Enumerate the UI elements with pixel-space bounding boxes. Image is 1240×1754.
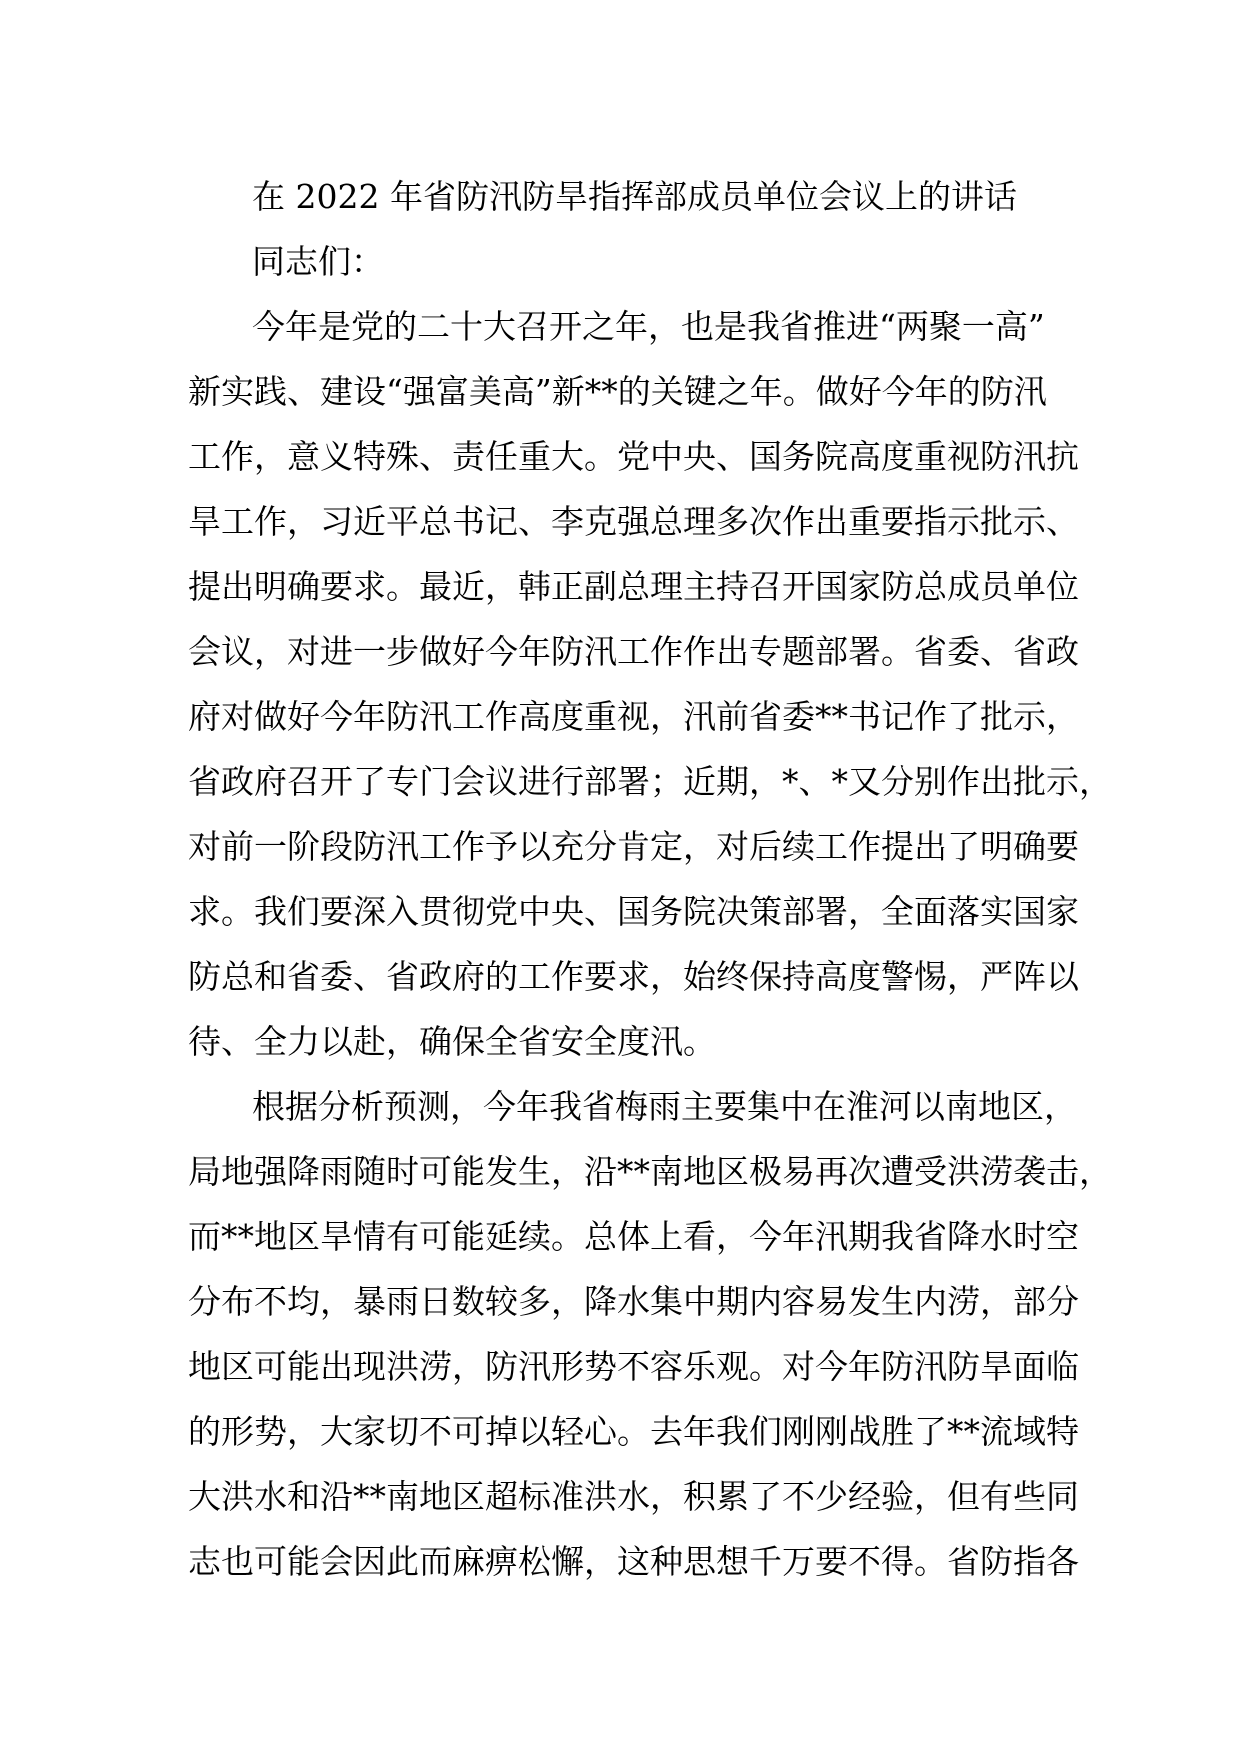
paragraph-line: 会议，对进一步做好今年防汛工作作出专题部署。省委、省政 <box>188 632 1079 671</box>
paragraph-line: 旱工作，习近平总书记、李克强总理多次作出重要指示批示、 <box>188 502 1079 541</box>
body-paragraph <box>188 294 1112 1074</box>
paragraph-line: 求。我们要深入贯彻党中央、国务院决策部署，全面落实国家 <box>188 892 1079 931</box>
paragraph-line: 局地强降雨随时可能发生，沿**南地区极易再次遭受洪涝袭击， <box>188 1152 1112 1191</box>
paragraph-line: 提出明确要求。最近，韩正副总理主持召开国家防总成员单位 <box>188 567 1079 606</box>
paragraph-line: 新实践、建设“强富美高”新**的关键之年。做好今年的防汛 <box>188 372 1047 411</box>
paragraph-line: 待、全力以赴，确保全省安全度汛。 <box>188 1022 716 1061</box>
paragraph-line: 分布不均，暴雨日数较多，降水集中期内容易发生内涝，部分 <box>188 1282 1079 1321</box>
paragraph-line: 大洪水和沿**南地区超标准洪水，积累了不少经验，但有些同 <box>188 1477 1079 1516</box>
paragraph-line: 志也可能会因此而麻痹松懈，这种思想千万要不得。省防指各 <box>188 1542 1079 1581</box>
document-body <box>188 164 1112 1594</box>
document-title: 在 2022 年省防汛防旱指挥部成员单位会议上的讲话 <box>252 177 1017 216</box>
paragraph-line: 而**地区旱情有可能延续。总体上看，今年汛期我省降水时空 <box>188 1217 1079 1256</box>
paragraph-line: 省政府召开了专门会议进行部署；近期，*、*又分别作出批示， <box>188 762 1112 801</box>
paragraph-line: 根据分析预测，今年我省梅雨主要集中在淮河以南地区， <box>252 1087 1077 1126</box>
paragraph-line: 防总和省委、省政府的工作要求，始终保持高度警惕，严阵以 <box>188 957 1079 996</box>
paragraph-line: 府对做好今年防汛工作高度重视，汛前省委**书记作了批示， <box>188 697 1079 736</box>
paragraph-line: 对前一阶段防汛工作予以充分肯定，对后续工作提出了明确要 <box>188 827 1079 866</box>
paragraph-line: 地区可能出现洪涝，防汛形势不容乐观。对今年防汛防旱面临 <box>188 1347 1079 1386</box>
paragraph-line: 今年是党的二十大召开之年，也是我省推进“两聚一高” <box>252 307 1045 346</box>
paragraph-line: 工作，意义特殊、责任重大。党中央、国务院高度重视防汛抗 <box>188 437 1079 476</box>
salutation: 同志们： <box>252 242 384 281</box>
paragraphs <box>188 294 1112 1594</box>
paragraph-line: 的形势，大家切不可掉以轻心。去年我们刚刚战胜了**流域特 <box>188 1412 1079 1451</box>
body-paragraph <box>188 1074 1112 1594</box>
